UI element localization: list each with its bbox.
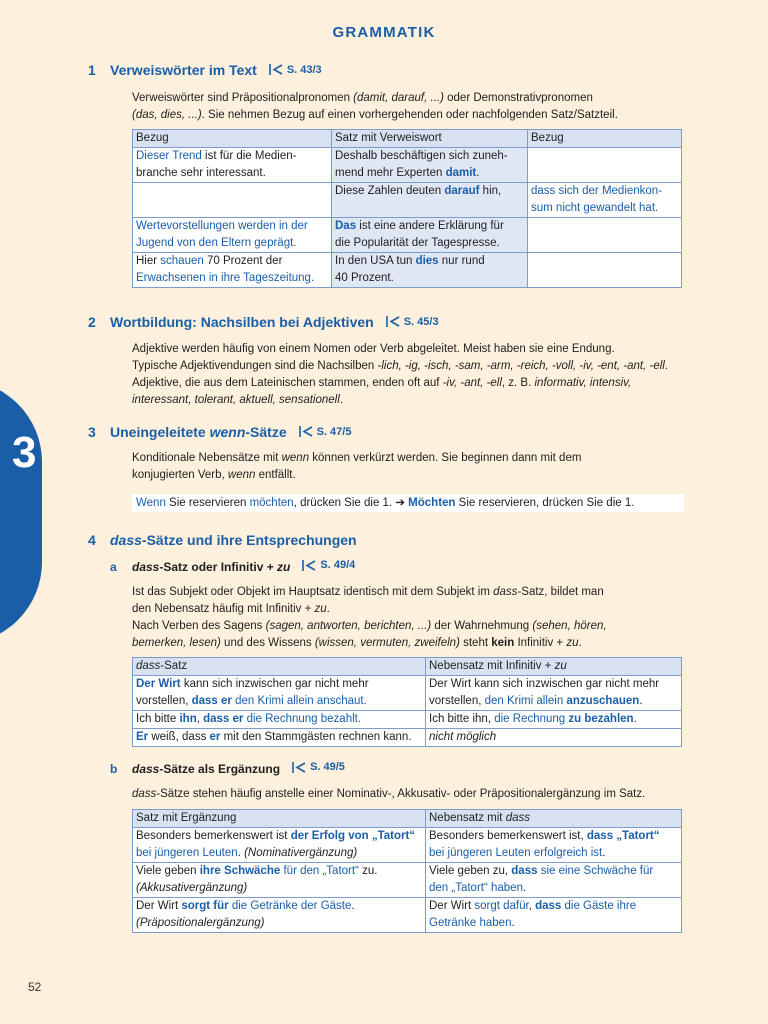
text-run: Ich bitte ihn, [429,713,495,725]
text-run: kein [491,637,515,649]
text-run: branche sehr interessant. [136,167,266,179]
page-reference[interactable]: S. 49/4 [302,559,355,571]
arrow-back-icon [292,762,306,773]
text-run: . [476,167,480,179]
section-number: 3 [88,424,96,440]
table-cell [332,218,528,253]
subsection-title: dass-Sätze als Ergänzung [132,761,281,776]
text-run: . [633,713,637,725]
text-run: anzuschauen [563,695,640,707]
table-cell [332,253,528,288]
text-run: Adjektive, die aus dem Lateinischen stammen, enden oft auf [132,377,443,389]
text-run: Besonders bemerkenswert ist [136,830,291,842]
text-run: (Akkusativergänzung) [136,882,248,894]
text-run: Dieser Trend [136,150,202,162]
section-4-heading [88,532,357,548]
text-run: 40 Prozent. [335,272,394,284]
text-run: Viele geben [136,865,200,877]
table-cell [426,729,682,747]
column-header [426,658,682,676]
text-run: (damit, darauf, ...) [353,92,444,104]
text-run: Der Wirt [136,678,181,690]
text-run: Möchten [408,497,456,509]
table-cell [332,148,528,183]
text-run: 70 Prozent der [203,255,283,267]
text-run: (sehen, hören, [532,620,607,632]
table-cell [332,183,528,218]
subsection-letter: b [110,761,118,776]
table-header-row [133,658,682,676]
text-run: er [209,731,221,743]
page-reference[interactable]: S. 49/5 [292,761,345,773]
table-row [133,898,682,933]
page-number: 52 [28,980,42,994]
column-header: Bezug [133,130,332,148]
table-cell [426,863,682,898]
text-run: den Nebensatz häufig mit Infinitiv + [132,603,315,615]
table-row [133,729,682,747]
text-run: . [326,603,330,615]
text-run: dass er [191,695,232,707]
table-row [133,676,682,711]
text-run: Ich bitte [136,713,180,725]
text-run: ihn [179,713,197,725]
section-1-heading [88,62,322,78]
table-cell [133,148,332,183]
text-run: die Rechnung [494,713,566,725]
table-cell [426,676,682,711]
arrow-back-icon [302,560,316,571]
text-run: entfällt. [255,469,296,481]
table-row [133,218,682,253]
text-run: damit [445,167,477,179]
subsection-b-heading [110,761,345,776]
text-run: Hier [136,255,161,267]
text-run: die Getränke der Gäste [228,900,352,912]
text-run: Der Wirt [429,900,475,912]
section-title: dass-Sätze und ihre Entsprechungen [110,532,357,548]
table-cell [528,148,682,183]
text-run: wenn [281,452,310,464]
text-run: In den USA tun [335,255,416,267]
text-run: . [664,360,669,372]
text-run: steht [459,637,492,649]
subsection-title: dass-Satz oder Infinitiv + zu [132,559,291,574]
text-run: ihre Schwäche [199,865,281,877]
text-run: dass [505,812,530,824]
text-run: bemerken, lesen) [132,637,221,649]
table-cell [133,711,426,729]
text-run: . [237,847,245,859]
text-run: sorgt für [181,900,229,912]
text-run: Der Wirt [136,900,182,912]
text-run: zu. [358,865,378,877]
text-run: Er [136,731,149,743]
text-run: (Nominativergänzung) [244,847,358,859]
text-run: interessant, tolerant, aktuell, sensationell [132,394,340,406]
text-run: weiß, dass [148,731,210,743]
text-run: Ist das Subjekt oder Objekt im Hauptsatz identisch mit dem Subjekt im [132,586,494,598]
text-run: Nebensatz mit [429,812,506,824]
section-2-heading [88,314,439,330]
text-run: Jugend von den Eltern geprägt. [136,237,297,249]
text-run: den „Tatort“ haben [429,882,523,894]
text-run: Konditionale Nebensätze mit [132,452,282,464]
column-header: Satz mit Verweiswort [332,130,528,148]
table-body [133,658,682,747]
text-run: den Krimi allein [484,695,564,707]
dass-infinitive-table [132,657,682,747]
table-cell [133,828,426,863]
text-run: . [351,900,355,912]
text-run: Satz mit Ergänzung [136,812,237,824]
text-run: . [339,394,343,406]
text-run: möchten [249,497,294,509]
text-run: vorstellen, [429,695,485,707]
text-run: sie eine Schwäche für [537,865,654,877]
section-3-heading [88,424,351,440]
section-3-text [132,450,692,484]
chapter-number: 3 [12,428,37,477]
text-run: -Satz, bildet man [517,586,604,598]
reference-words-table [132,129,682,288]
table-header-row [133,810,682,828]
text-run: dass [535,900,562,912]
table-cell [133,183,332,218]
text-run: , [196,713,204,725]
text-run: (sagen, antworten, berichten, ...) [265,620,432,632]
text-run: . Sie nehmen Bezug auf einen vorhergehenden oder nachfolgenden Satz/Satzteil. [201,109,618,121]
subsection-b-text [132,786,692,803]
text-run: und des Wissens [220,637,315,649]
text-run: -Sätze stehen häufig anstelle einer Nominativ-, Akkusativ- oder Präpositionalergänzung im Satz. [156,788,646,800]
arrow-back-icon [386,316,400,327]
table-body [133,810,682,933]
text-run: die Gäste ihre [561,900,637,912]
text-run: können verkürzt werden. Sie beginnen dann mit dem [309,452,582,464]
section-number: 4 [88,532,96,548]
text-run: dass [132,788,157,800]
text-run: die Popularität der Tagespresse. [335,237,500,249]
section-1-intro [132,90,692,124]
text-run: , [528,900,536,912]
text-run: Diese Zahlen deuten [335,185,445,197]
text-run: Wertevorstellungen werden in der [136,220,308,232]
table-cell [528,253,682,288]
text-run: Nebensatz mit Infinitiv + [429,660,555,672]
subsection-letter: a [110,559,117,574]
text-run: , z. B. [501,377,535,389]
text-run: Erwachsenen in ihre Tageszeitung. [136,272,315,284]
text-run: -iv, -ant, -ell [442,377,502,389]
text-run: Sie reservieren [165,497,250,509]
text-run: vorstellen, [136,695,192,707]
text-run: Das [335,220,357,232]
table-cell [528,183,682,218]
text-run: die Rechnung bezahlt. [243,713,362,725]
table-row [133,711,682,729]
text-run: der Wahrnehmung [431,620,533,632]
chapter-tab [0,380,42,644]
text-run: Typische Adjektivendungen sind die Nachsilben [132,360,378,372]
text-run: mit den Stammgästen rechnen kann. [220,731,412,743]
table-row [133,148,682,183]
table-cell [426,711,682,729]
column-header [133,810,426,828]
text-run: kann sich inzwischen gar nicht mehr [180,678,369,690]
text-run: (Präpositionalergänzung) [136,917,265,929]
page-title: GRAMMATIK [332,24,436,41]
text-run: Adjektive werden häufig von einem Nomen oder Verb abgeleitet. Meist haben sie eine Endung. [132,343,615,355]
arrow-back-icon [299,426,313,437]
column-header [426,810,682,828]
text-run: zu [554,660,567,672]
section-title: Uneingeleitete wenn-Sätze [110,424,287,440]
text-run: . [578,637,582,649]
text-run: den Krimi allein anschaut. [231,695,367,707]
text-run: . [511,917,515,929]
page-reference[interactable]: S. 45/3 [386,316,439,328]
text-run: dass [493,586,518,598]
text-run: dass [136,660,161,672]
text-run: nur rund [438,255,485,267]
section-2-text [132,341,692,409]
text-run: ist eine andere Erklärung für [356,220,504,232]
text-run: dass „Tatort“ [586,830,660,842]
table-cell [133,218,332,253]
text-run: sorgt dafür [474,900,529,912]
text-run: bei jüngeren Leuten [136,847,238,859]
page-reference[interactable]: S. 43/3 [269,64,322,76]
table-cell [133,253,332,288]
text-run: oder Demonstrativpronomen [443,92,593,104]
text-run: mend mehr Experten [335,167,446,179]
text-run: schauen [160,255,204,267]
text-run: Der Wirt kann sich inzwischen gar nicht mehr [429,678,660,690]
column-header: Bezug [528,130,682,148]
text-run: . [602,847,606,859]
table-row [133,253,682,288]
text-run: Nach Verben des Sagens [132,620,266,632]
text-run: Sie reservieren, drücken Sie die 1. [455,497,635,509]
text-run: wenn [227,469,256,481]
text-run: dass [511,865,538,877]
text-run: dass sich der Medienkon- [531,185,663,197]
text-run: . [522,882,527,894]
table-cell [133,898,426,933]
text-run: nicht möglich [429,731,497,743]
table-cell [528,218,682,253]
text-run: Infinitiv + [514,637,567,649]
table-row [133,828,682,863]
text-run: (das, dies, ...) [132,109,202,121]
text-run: (wissen, vermuten, zweifeln) [314,637,460,649]
section-number: 2 [88,314,96,330]
table-cell [133,676,426,711]
text-run: für den „Tatort“ [280,865,359,877]
text-run: Wenn [136,497,166,509]
example-sentence [132,494,684,512]
table-cell [133,863,426,898]
column-header [133,658,426,676]
text-run: Deshalb beschäftigen sich zuneh- [335,150,508,162]
table-header-row [133,130,682,148]
text-run: zu bezahlen [565,713,634,725]
arrow-back-icon [269,64,283,75]
text-run: dass er [203,713,244,725]
table-row [133,863,682,898]
text-run: sum nicht gewandelt hat. [531,202,659,214]
text-run: informativ, intensiv, [534,377,632,389]
text-run: Getränke haben [429,917,512,929]
table-cell [426,828,682,863]
table-row [133,183,682,218]
text-run: Verweiswörter sind Präpositionalpronomen [132,92,354,104]
text-run: -lich, -ig, -isch, -sam, -arm, -reich, -voll, -iv, -ent, -ant, -ell [377,360,665,372]
text-run: dies [415,255,439,267]
text-run: Viele geben zu, [429,865,512,877]
text-run: hin, [479,185,502,197]
text-run: -Satz [160,660,188,672]
text-run: ist für die Medien- [201,150,297,162]
text-run: zu [314,603,327,615]
text-run: . [639,695,643,707]
subsection-a-text [132,584,692,652]
table-cell [133,729,426,747]
text-run: bei jüngeren Leuten erfolgreich ist [429,847,603,859]
text-run: zu [566,637,579,649]
text-run: , drücken Sie die 1. ➔ [293,497,409,509]
text-run: der Erfolg von „Tatort“ [290,830,416,842]
table-body [133,130,682,288]
dass-complement-table [132,809,682,933]
subsection-a-heading [110,559,355,574]
section-title: Verweiswörter im Text [110,62,257,78]
text-run: Besonders bemerkenswert ist, [429,830,587,842]
table-cell [426,898,682,933]
section-number: 1 [88,62,96,78]
page-reference[interactable]: S. 47/5 [299,426,352,438]
text-run: darauf [444,185,480,197]
section-title: Wortbildung: Nachsilben bei Adjektiven [110,314,374,330]
text-run: konjugierten Verb, [132,469,228,481]
